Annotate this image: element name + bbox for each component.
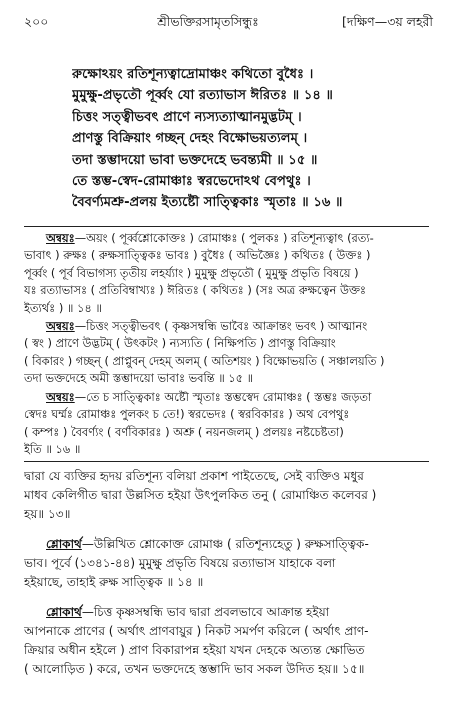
anvaya-line: যঃ রত্যাভাসঃ ( প্রতিবিম্বাখ্যঃ ) ঈরিতঃ ( কথিতঃ ) (সঃ অত্র রুক্ষত্বেন উক্তঃ (24, 283, 366, 298)
translation-line: শ্লোকার্থ—উল্লিখিত শ্লোকোক্ত রোমাঞ্চ ( রতিশূন্যহেতু ) রুক্ষসাত্ত্বিক- (46, 537, 369, 551)
verse-line: প্রাণস্তু বিক্রিয়াং গচ্ছন্ দেহং বিক্ষোভয়ত্যলম্ । (72, 131, 308, 147)
divider-rule (24, 226, 429, 227)
anvaya-line: অন্বয়ঃ—তে চ সাত্ত্বিকাঃ অষ্টৌ স্মৃতাঃ স্তম্ভস্বেদ রোমাঞ্চঃ ( স্তম্ভঃ জড়তা (46, 390, 372, 404)
translation-line: শ্লোকার্থ—চিত্ত কৃষ্ণসম্বন্ধি ভাব দ্বারা প্রবলভাবে আক্রান্ত হইয়া (46, 605, 330, 619)
translation-line: ভাব। পূর্বে (১৩৪১-৪৪) মুমুক্ষু প্রভৃতি বিষয়ে রত্যাভাস যাহাকে বলা (24, 556, 336, 570)
verse-line: তে স্তম্ভ-স্বেদ-রোমাঞ্চাঃ স্বরভেদোঽথ বেপথুঃ । (72, 173, 311, 189)
translation-line: হইয়াছে, তাহাই রুক্ষ সাত্ত্বিক ॥ ১৪ ॥ (24, 575, 204, 589)
anvaya-line: ভাবাৎ ) রুক্ষঃ ( রুক্ষসাত্ত্বিকঃ ভাবঃ ) বুধৈঃ ( অভিজ্ঞৈঃ ) কথিতঃ ( উক্তঃ ) (24, 248, 371, 263)
translation-line: ক্রিয়ার অধীন হইলে ) প্রাণ বিকারাপন্ন হইয়া যখন দেহকে অত্যন্ত ক্ষোভিত (24, 643, 365, 657)
anvaya-label: অন্বয়ঃ (46, 231, 75, 245)
anvaya-line: ( স্বং ) প্রাণে উদ্ভটম্ ( উৎকটং ) ন্যস্যতি ( নিক্ষিপতি ) প্রাণস্তু বিক্রিয়াং (24, 336, 336, 351)
anvaya-label: অন্বয়ঃ (46, 390, 75, 404)
running-header (24, 14, 433, 36)
anvaya-block-15 (24, 318, 429, 388)
translation-line: ( আলোড়িত ) করে, তখন ভক্তদেহে স্তম্ভাদি ভাব সকল উদিত হয়॥ ১৫॥ (24, 662, 365, 676)
shlokartha-label: শ্লোকার্থ (46, 605, 82, 619)
anvaya-line: অন্বয়ঃ—অয়ং ( পূর্ব্বশ্লোকোক্তঃ ) রোমাঞ্চঃ ( পুলকঃ ) রতিশূন্যত্বাৎ (রত্য- (46, 231, 374, 245)
anvaya-block-14 (24, 230, 429, 317)
translation-line: আপনাকে প্রাণের ( অর্থাৎ প্রাণবায়ুর ) নিকট সমর্পণ করিলে ( অর্থাৎ প্রাণ- (24, 624, 369, 638)
anvaya-label: অন্বয়ঃ (46, 319, 75, 333)
verse-line: বৈবর্ণ্যমশ্রু-প্রলয় ইত্যষ্টৌ সাত্ত্বিকাঃ স্মৃতাঃ ॥ ১৬ ॥ (72, 195, 343, 211)
translation-continuation (24, 467, 429, 524)
shlokartha-14 (24, 535, 429, 592)
anvaya-line: ইত্যর্থঃ ) ॥ ১৪ ॥ (24, 300, 102, 315)
anvaya-line: স্বেদঃ ঘর্ম্মঃ রোমাঞ্চঃ পুলকং চ তে!) স্বরভেদঃ ( স্বরবিকারঃ ) অথ বেপথুঃ (24, 407, 350, 422)
anvaya-block-16 (24, 389, 429, 459)
page-number: ২০০ (24, 14, 49, 29)
shlokartha-label: শ্লোকার্থ (46, 537, 82, 551)
anvaya-line: পূর্ব্বং ( পূর্ব বিভাগস্য তৃতীয় লহর্য্যাং ) মুমুক্ষু প্রভৃতৌ ( মুমুক্ষু প্রভৃতি বিষয়ে ) (24, 265, 359, 280)
verse-line: মুমুক্ষু-প্রভৃতৌ পূর্ব্বং যো রত্যাভাস ঈরিতঃ ॥ ১৪ ॥ (72, 88, 334, 104)
anvaya-line: অন্বয়ঃ—চিত্তং সত্ত্বীভবৎ ( কৃষ্ণসম্বন্ধি ভাবৈঃ আক্রান্তং ভবৎ ) আত্মানং (46, 319, 368, 333)
anvaya-line: তদা ভক্তদেহে অমী স্তম্ভাদয়ো ভাবাঃ ভবন্তি ॥ ১৫ ॥ (24, 371, 254, 386)
anvaya-line: ( কম্পঃ ) বৈবর্ণ্যং ( বর্ণবিকারঃ ) অশ্রু ( নয়নজলম্ ) প্রলয়ঃ নষ্টচেষ্টতা) (24, 424, 344, 439)
translation-line: হয়॥ ১৩॥ (24, 507, 71, 521)
sanskrit-verses (72, 64, 435, 214)
section-label: [দক্ষিণ—৩য় লহরী (341, 14, 433, 29)
translation-line: মাধব কেলিগীত দ্বারা উল্লসিত হইয়া উৎপুলকিত তনু ( রোমাঞ্চিত কলেবর ) (24, 488, 377, 502)
anvaya-line: ( বিকারং ) গচ্ছন্ ( প্রাপ্নুবন্ দেহম্ অলম্ ( অতিশয়ং ) বিক্ষোভয়তি ( সঞ্চালয়তি ) (24, 353, 385, 368)
verse-line: তদা স্তম্ভাদয়ো ভাবা ভক্তদেহে ভবন্ত্যমী ॥ ১৫ ॥ (72, 152, 318, 168)
translation-line: দ্বারা যে ব্যক্তির হৃদয় রতিশূন্য বলিয়া প্রকাশ পাইতেছে, সেই ব্যক্তিও মধুর (24, 469, 364, 483)
book-title: শ্রীভক্তিরসামৃতসিন্ধুঃ (157, 14, 259, 29)
verse-line: চিত্তং সত্ত্বীভবৎ প্রাণে ন্যস্যত্যাত্মানমুদ্ভটম্ । (72, 109, 302, 125)
verse-line: রুক্ষোঽয়ং রতিশূন্যত্বাদ্রোমাঞ্চং কথিতো বুধৈঃ । (72, 67, 314, 82)
anvaya-line: ইতি ॥ ১৬ ॥ (24, 442, 81, 457)
divider-rule (24, 461, 429, 462)
shlokartha-15 (24, 603, 429, 679)
